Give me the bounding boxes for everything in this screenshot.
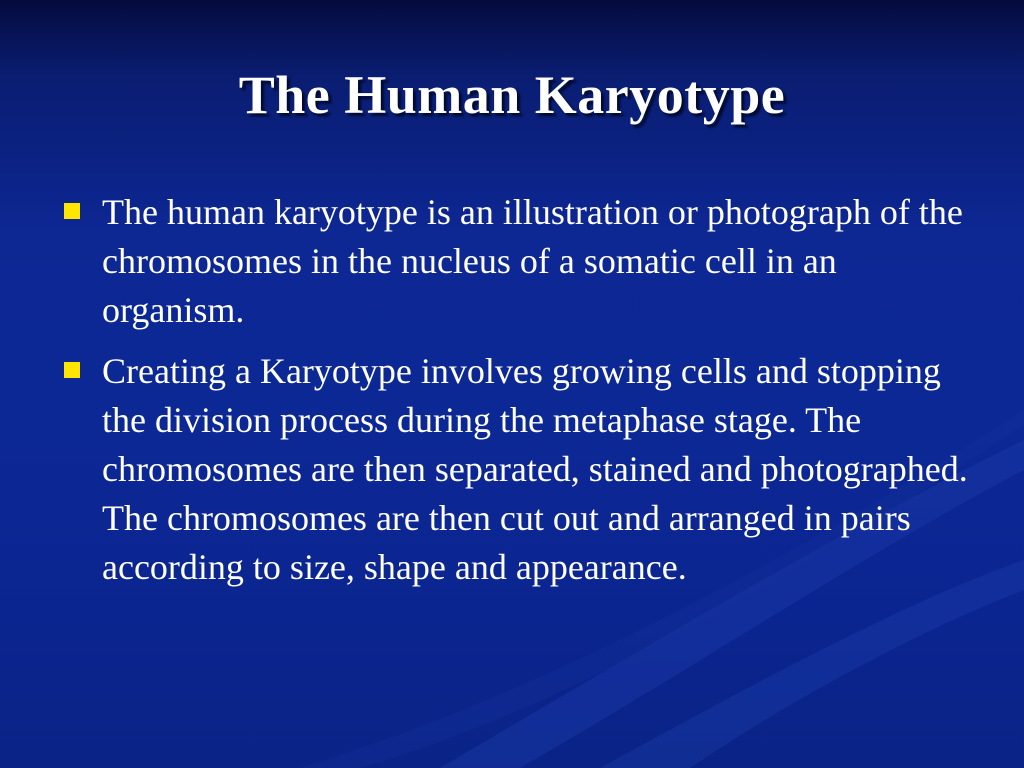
square-bullet-icon [64, 203, 80, 219]
bullet-text-2: Creating a Karyotype involves growing cells and stopping the division process during the metaphase stage. The chromosomes are then separated, stained and photographed. The chromosomes are then cut out and arranged in pairs according to size, shape and appearance. [102, 351, 968, 587]
bullet-item-2 [58, 347, 970, 592]
slide-title: The Human Karyotype [238, 65, 786, 125]
bullet-list [58, 188, 970, 604]
bullet-text-1: The human karyotype is an illustration or photograph of the chromosomes in the nucleus of a somatic cell in an organism. [102, 192, 963, 330]
bullet-item-1 [58, 188, 970, 335]
square-bullet-icon [64, 362, 80, 378]
